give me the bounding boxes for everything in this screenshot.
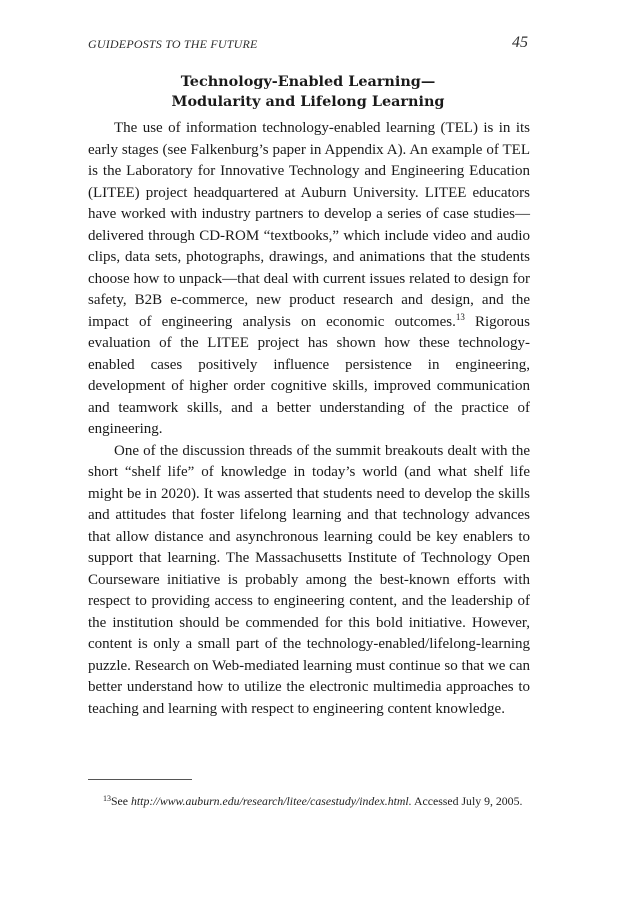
footnote — [88, 792, 530, 811]
paragraph-1 — [88, 118, 530, 441]
paragraph-1-text-b: Rigorous evaluation of the LITEE project has shown how these technology-enabled cases positively influence persistence in engineering, development of higher order cognitive skills, improved communication and teamwork skills, and a better understanding of the practice of engineering. — [88, 313, 530, 437]
section-title-line1: Technology-Enabled Learning— — [180, 73, 436, 90]
paragraph-1-text-a: The use of information technology-enabled learning (TEL) is in its early stages (see Falkenburg’s paper in Appendix A). An example of TEL is the Laboratory for Innovative Technology and Engineering Education (LITEE) project headquartered at Auburn University. LITEE educators have worked with industry partners to develop a series of case studies—delivered through CD-ROM “textbooks,” which include video and audio clips, data sets, photographs, drawings, and animations that the students choose how to unpack—that deal with current issues related to design for safety, B2B e-commerce, new product research and design, and the impact of engineering analysis on economic outcomes. — [88, 120, 530, 330]
running-head: GUIDEPOSTS TO THE FUTURE — [88, 37, 258, 51]
paragraph-2: One of the discussion threads of the summit breakouts dealt with the short “shelf life” of knowledge in today’s world (and what shelf life might be in 2020). It was asserted that students need to develop the skills and attitudes that foster lifelong learning and that technology advances that allow distance and asynchronous learning could be key enablers to support that learning. The Massachusetts Institute of Technology Open Courseware initiative is probably among the best-known efforts with respect to providing access to engineering content, and the leadership of the institution should be commended for this bold initiative. However, content is only a small part of the technology-enabled/lifelong-learning puzzle. Research on Web-mediated learning must continue so that we can better understand how to utilize the electronic multimedia approaches to teaching and learning with respect to engineering content knowledge. — [88, 442, 530, 717]
body-text — [88, 118, 530, 720]
footnote-url: http://www.auburn.edu/research/litee/casestudy/index.html. — [130, 794, 412, 808]
footnote-reference: 13 — [455, 311, 465, 322]
section-title — [88, 72, 528, 112]
footnote-number: 13 — [103, 794, 111, 803]
footnote-suffix: Accessed July 9, 2005. — [411, 794, 523, 808]
footnote-divider — [88, 779, 192, 780]
section-title-line2: Modularity and Lifelong Learning — [171, 93, 445, 110]
footnote-prefix: See — [111, 794, 131, 808]
page-number: 45 — [512, 34, 528, 51]
